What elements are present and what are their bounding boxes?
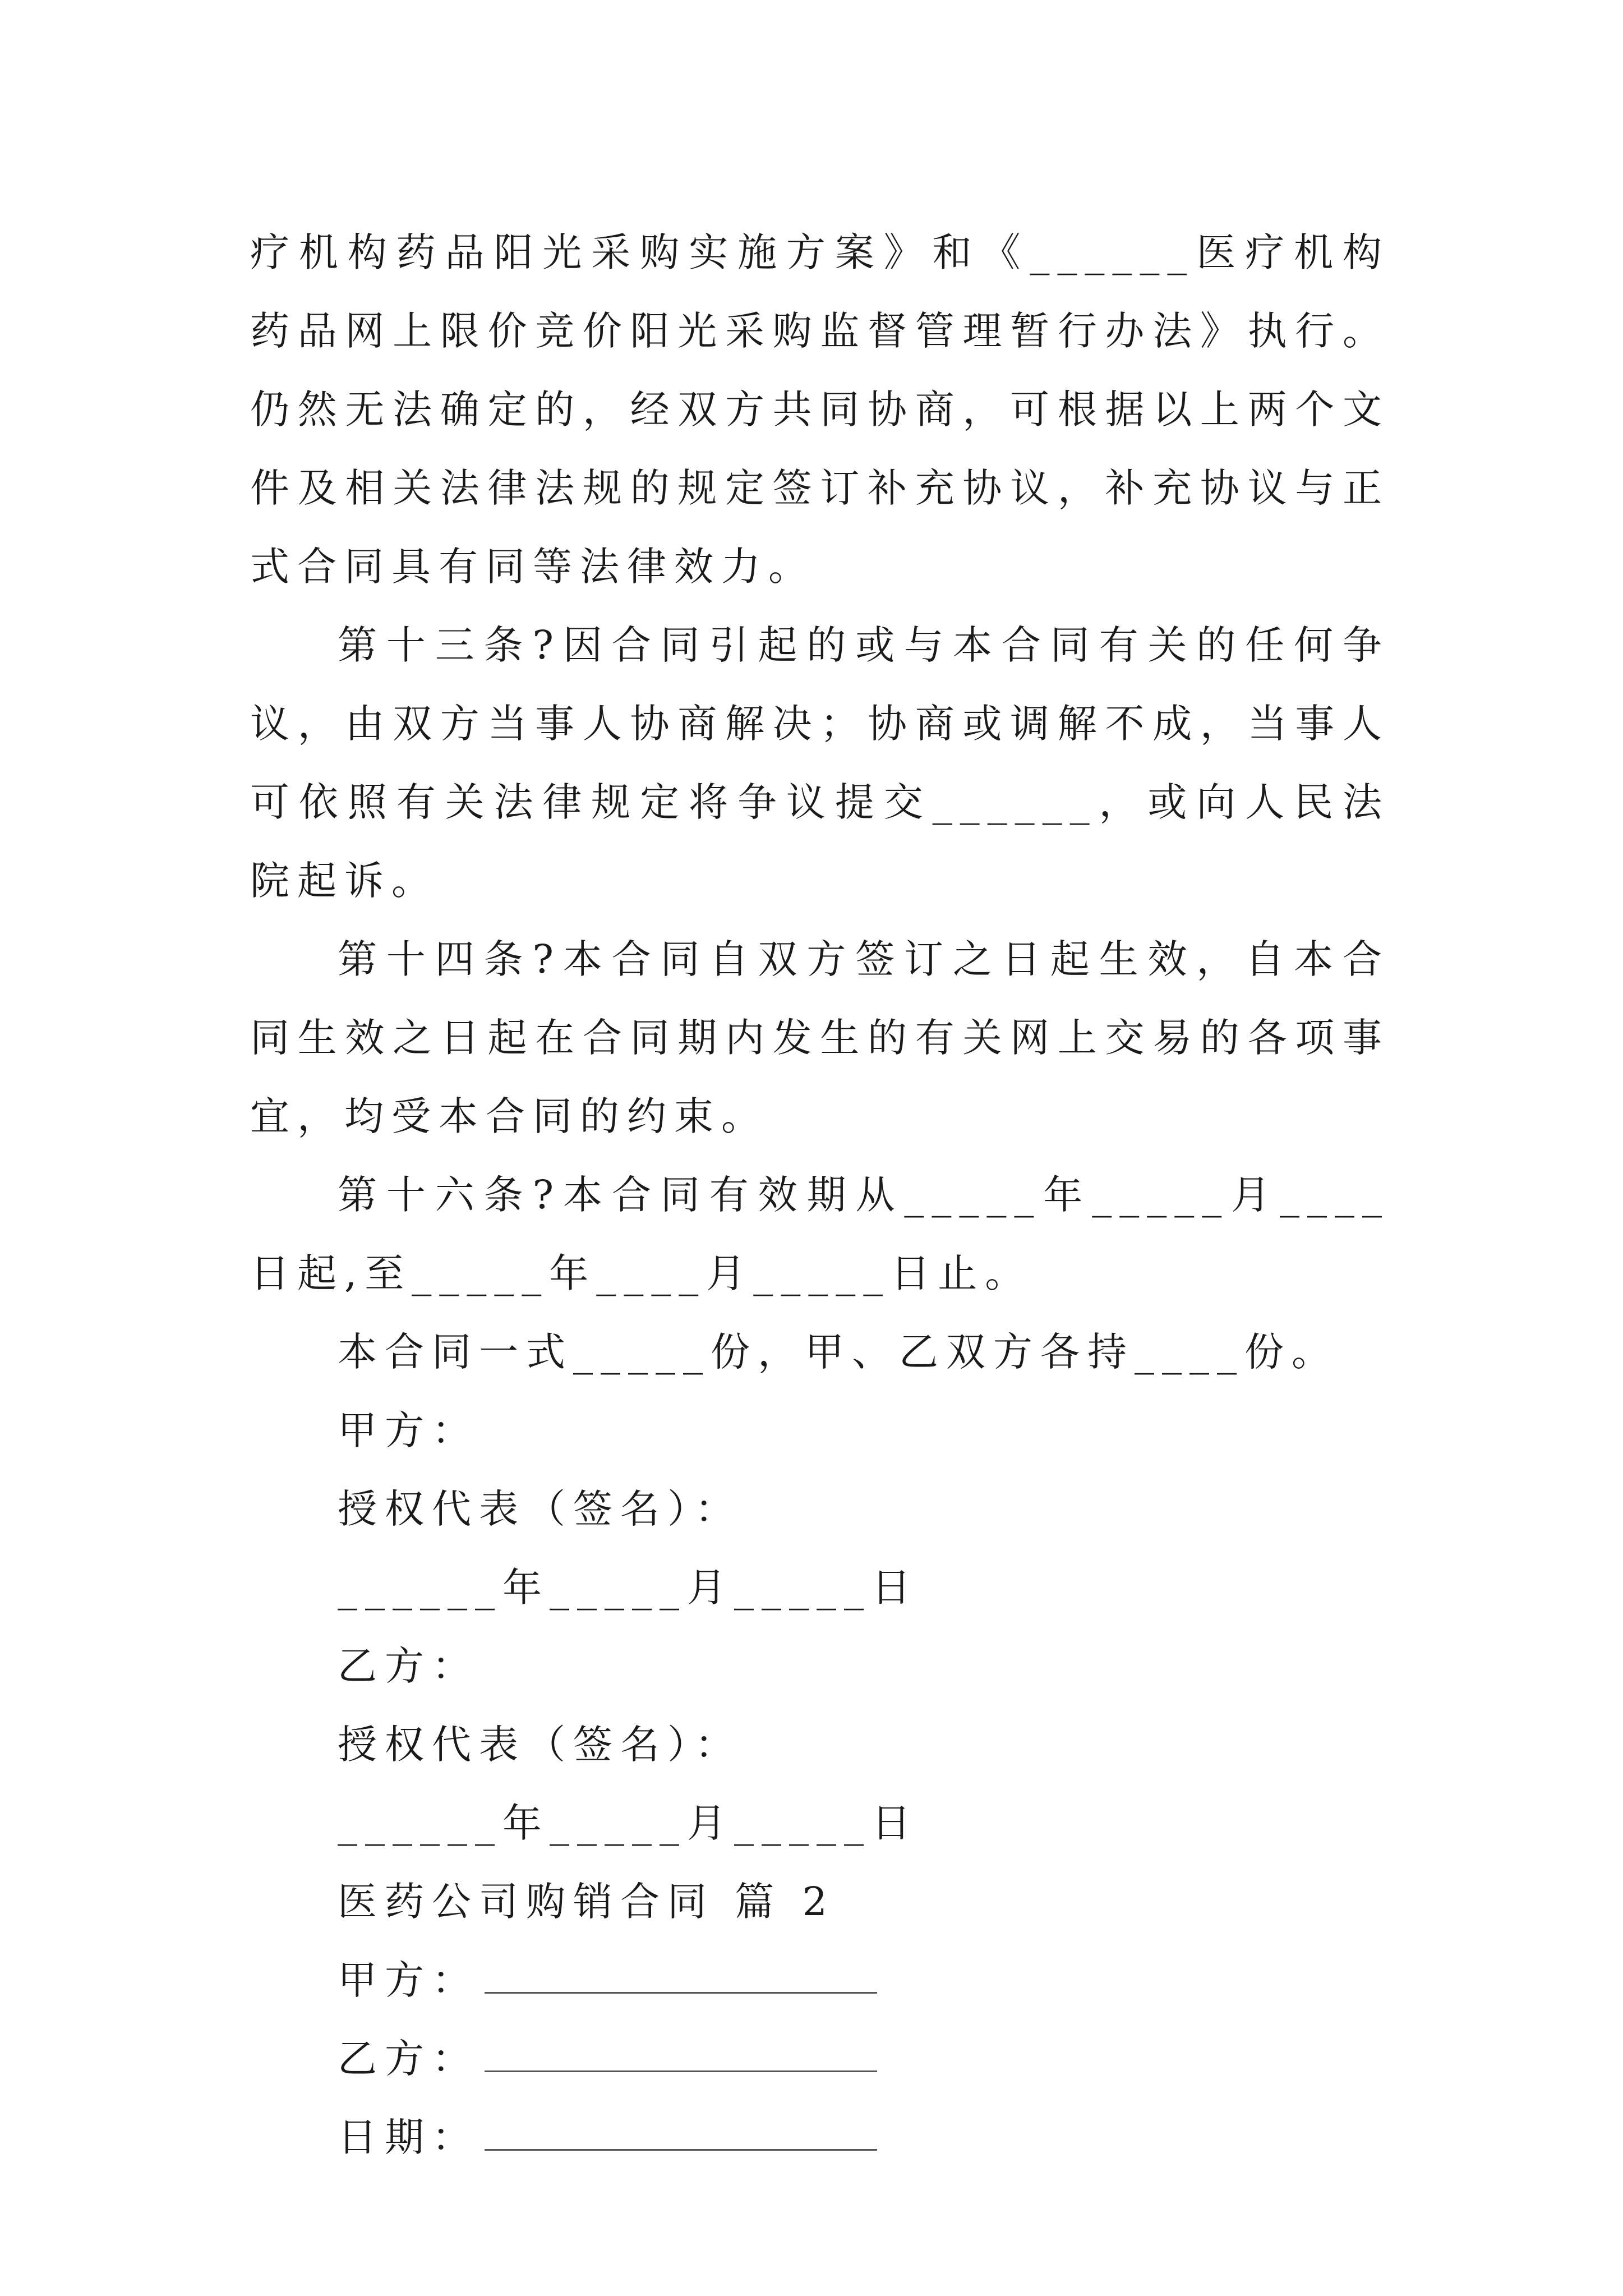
article-13: 第十三条?因合同引起的或与本合同有关的任何争议，由双方当事人协商解决；协商或调解不成，当事人可依照有关法律规定将争议提交______，或向人民法院起诉。 bbox=[250, 622, 1390, 904]
paragraph-continuation: 疗机构药品阳光采购实施方案》和《______医疗机构药品网上限价竞价阳光采购监督管理暂行办法》执行。仍然无法确定的，经双方共同协商，可根据以上两个文件及相关法律法规的规定签订补充协议，补充协议与正式合同具有同等法律效力。 bbox=[250, 229, 1390, 590]
form-party-a-label: 甲方： bbox=[338, 1957, 479, 2003]
section-title: 医药公司购销合同 篇 2 bbox=[338, 1879, 836, 1925]
document-body bbox=[250, 213, 1390, 2177]
party-a-representative: 授权代表（签名）： bbox=[338, 1486, 742, 1532]
party-a-label: 甲方： bbox=[338, 1407, 479, 1453]
party-b-representative: 授权代表（签名）： bbox=[338, 1722, 742, 1768]
form-party-b-row bbox=[250, 2019, 1390, 2098]
party-b-label: 乙方： bbox=[338, 1643, 479, 1689]
party-a-date: ______年_____月_____日 bbox=[338, 1565, 919, 1611]
form-party-a-row bbox=[250, 1941, 1390, 2019]
article-14: 第十四条?本合同自双方签订之日起生效，自本合同生效之日起在合同期内发生的有关网上交易的各项事宜，均受本合同的约束。 bbox=[250, 936, 1390, 1139]
party-b-date: ______年_____月_____日 bbox=[338, 1800, 919, 1846]
form-date-fill-line bbox=[485, 2115, 877, 2151]
form-date-row bbox=[250, 2098, 1390, 2177]
form-date-label: 日期： bbox=[338, 2114, 479, 2160]
article-16: 第十六条?本合同有效期从_____年_____月____日起,至_____年____月_____日止。 bbox=[250, 1172, 1390, 1296]
form-party-b-fill-line bbox=[485, 2037, 877, 2072]
form-party-a-fill-line bbox=[485, 1958, 877, 1994]
copies-line: 本合同一式_____份，甲、乙双方各持____份。 bbox=[338, 1329, 1339, 1375]
form-party-b-label: 乙方： bbox=[338, 2036, 479, 2082]
